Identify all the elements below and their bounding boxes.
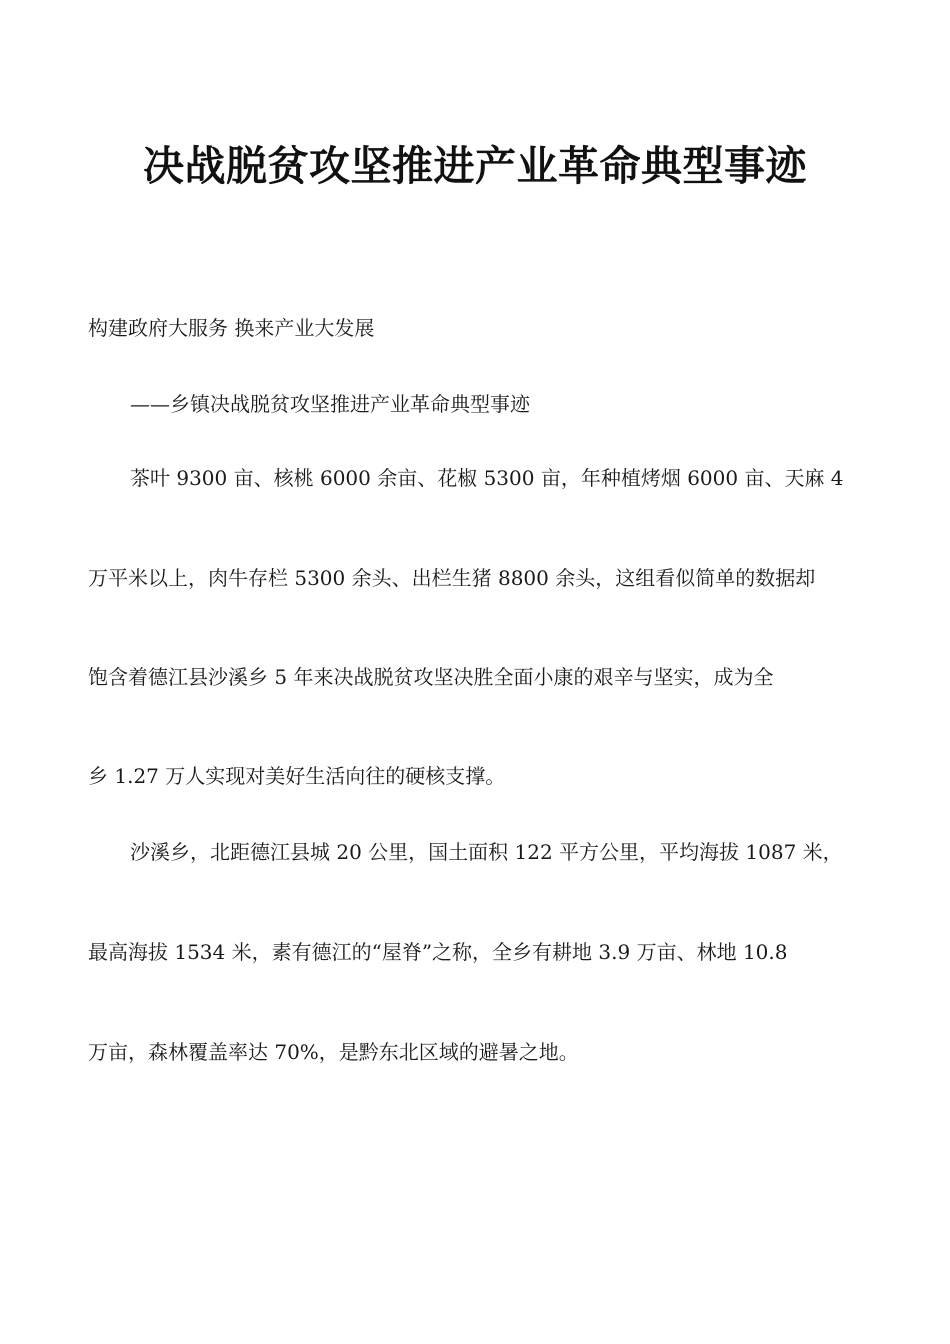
- section-subheading: ——乡镇决战脱贫攻坚推进产业革命典型事迹: [130, 392, 530, 416]
- paragraph-1-line-2: 万平米以上，肉牛存栏 5300 余头、出栏生猪 8800 余头，这组看似简单的数据却: [88, 566, 816, 590]
- paragraph-2-line-1: 沙溪乡，北距德江县城 20 公里，国土面积 122 平方公里，平均海拔 1087 米，: [130, 840, 843, 864]
- paragraph-2-line-2: 最高海拔 1534 米，素有德江的“屋脊”之称，全乡有耕地 3.9 万亩、林地 10.8: [88, 940, 788, 964]
- paragraph-2-line-3: 万亩，森林覆盖率达 70%，是黔东北区域的避暑之地。: [88, 1040, 579, 1064]
- section-heading: 构建政府大服务 换来产业大发展: [88, 316, 375, 340]
- document-title: 决战脱贫攻坚推进产业革命典型事迹: [143, 142, 807, 190]
- paragraph-1-line-1: 茶叶 9300 亩、核桃 6000 余亩、花椒 5300 亩，年种植烤烟 6000 亩、天麻 4: [130, 466, 844, 490]
- paragraph-1-line-3: 饱含着德江县沙溪乡 5 年来决战脱贫攻坚决胜全面小康的艰辛与坚实，成为全: [88, 665, 774, 689]
- paragraph-1-line-4: 乡 1.27 万人实现对美好生活向往的硬核支撑。: [88, 764, 506, 788]
